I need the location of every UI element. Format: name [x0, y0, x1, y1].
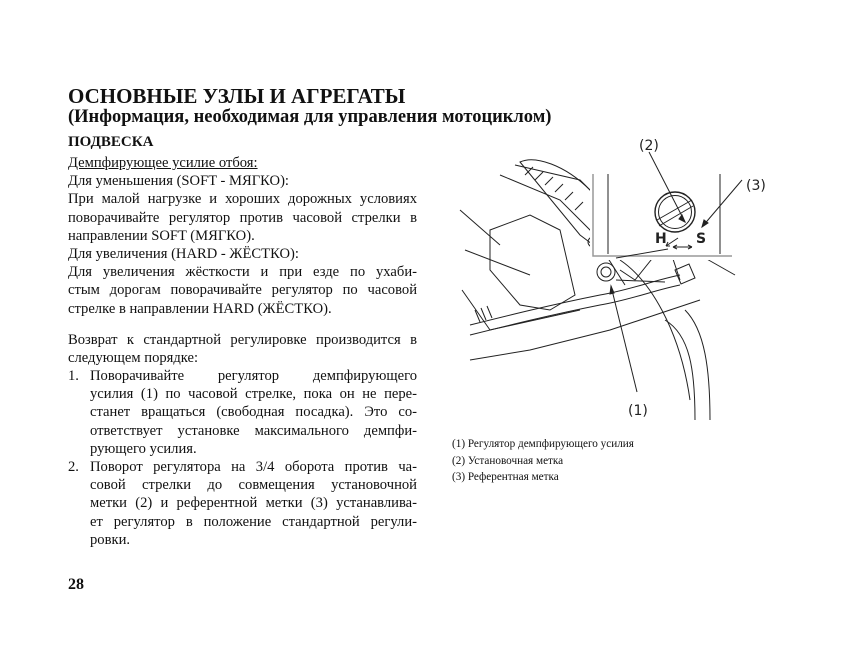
- damper-adjuster-diagram: [440, 130, 790, 430]
- text-line: стым дорогам поворачивайте регулятор по часовой: [68, 282, 417, 299]
- rebound-damping-text: [68, 154, 417, 318]
- callout-2-label: (2): [639, 138, 659, 154]
- text-line: совой стрелки до совмещения установочной: [90, 477, 417, 494]
- text-line: усилия (1) по часовой стрелке, пока он не пере-: [90, 386, 417, 403]
- page-subtitle: (Информация, необходимая для управления мотоциклом): [68, 107, 552, 127]
- text-line: ровки.: [90, 531, 131, 548]
- text-line: направлении SOFT (МЯГКО).: [68, 227, 255, 244]
- step-number: 2.: [68, 459, 79, 476]
- diagram-legend: [452, 436, 634, 486]
- step-number: 1.: [68, 368, 79, 384]
- legend-item-setting-mark: (2) Установочная метка: [452, 454, 564, 467]
- text-line: Для увеличения (HARD - ЖЁСТКО):: [68, 246, 299, 263]
- soft-mark-label: S: [696, 231, 707, 247]
- page-title: ОСНОВНЫЕ УЗЛЫ И АГРЕГАТЫ: [68, 84, 406, 108]
- text-line: При малой нагрузке и хороших дорожных условиях: [68, 191, 417, 208]
- text-line: Возврат к стандартной регулировке производится в: [68, 332, 417, 348]
- callout-3-label: (3): [746, 178, 766, 194]
- callout-1-label: (1): [628, 403, 648, 419]
- text-line: метки (2) и референтной метки (3) устанавлива-: [90, 495, 417, 512]
- text-line: Поворот регулятора на 3/4 оборота против ча-: [90, 459, 417, 476]
- section-heading: ПОДВЕСКА: [68, 134, 154, 150]
- page-number: 28: [68, 576, 84, 593]
- legend-item-reference-mark: (3) Референтная метка: [452, 471, 559, 483]
- text-line: стрелке в направлении HARD (ЖЁСТКО).: [68, 300, 332, 317]
- text-line: Для уменьшения (SOFT - МЯГКО):: [68, 173, 289, 190]
- text-line: рующего усилия.: [90, 440, 197, 457]
- text-line: ответствует установке максимального демпфи-: [90, 422, 417, 439]
- text-line: поворачивайте регулятор против часовой стрелки в: [68, 209, 417, 226]
- text-line: Демпфирующее усилие отбоя:: [68, 155, 258, 171]
- text-line: следующем порядке:: [68, 350, 199, 367]
- reset-intro-text: [68, 331, 417, 367]
- step-item: [68, 458, 417, 549]
- text-line: Поворачивайте регулятор демпфирующего: [90, 368, 417, 384]
- text-line: ет регулятор в положение стандартной регули-: [90, 513, 417, 530]
- text-line: Для увеличения жёсткости и при езде по ухаби-: [68, 264, 417, 281]
- text-line: станет вращаться (свободная посадка). Это со-: [90, 404, 417, 421]
- reset-steps-list: [68, 367, 417, 549]
- step-item: [68, 367, 417, 458]
- hard-mark-label: H: [655, 231, 667, 247]
- legend-item-damping-adjuster: (1) Регулятор демпфирующего усилия: [452, 438, 634, 450]
